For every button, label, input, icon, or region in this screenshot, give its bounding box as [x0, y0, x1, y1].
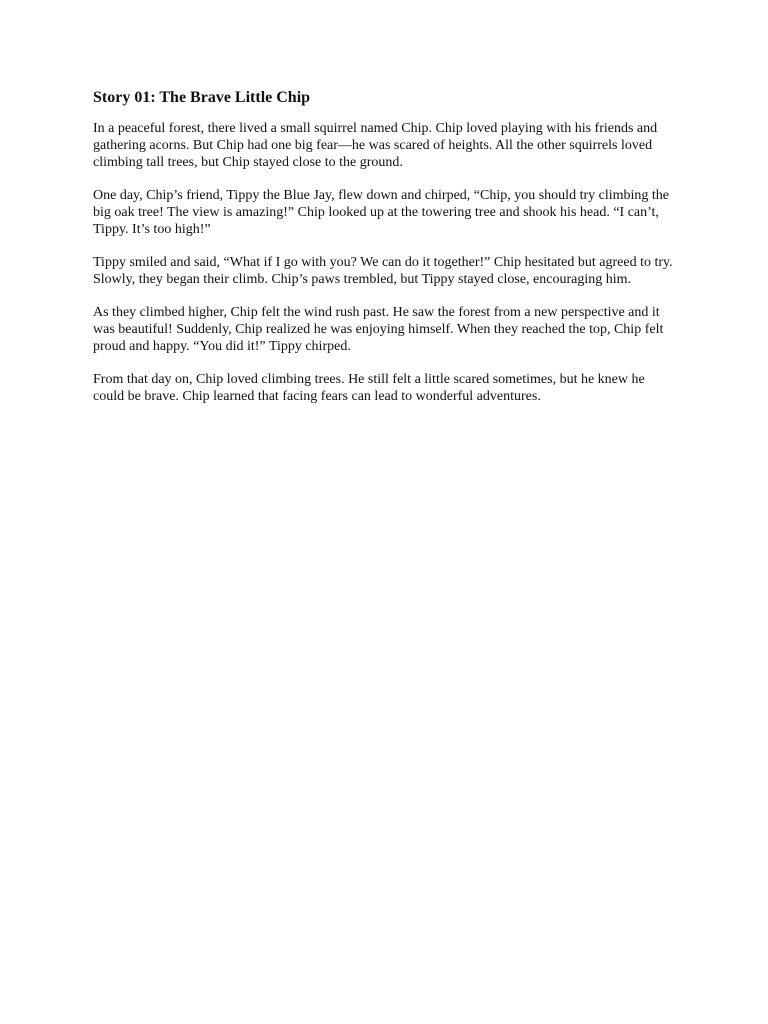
story-title: Story 01: The Brave Little Chip	[93, 89, 311, 106]
story-paragraph-5: From that day on, Chip loved climbing trees. He still felt a little scared sometimes, but he knew he could be brave. Chip learned that facing fears can lead to wonderful adventures.	[93, 372, 645, 404]
story-paragraph-2: One day, Chip’s friend, Tippy the Blue Jay, flew down and chirped, “Chip, you should try climbing the big oak tree! The view is amazing!” Chip looked up at the towering tree and shook his head. “I can’t, Tippy. It’s too high!”	[93, 188, 670, 237]
story-content	[93, 88, 675, 421]
story-paragraph-4: As they climbed higher, Chip felt the wind rush past. He saw the forest from a new perspective and it was beautiful! Suddenly, Chip realized he was enjoying himself. When they reached the top, Chip felt proud and happy. “You did it!” Tippy chirped.	[93, 305, 664, 354]
story-paragraph-1: In a peaceful forest, there lived a small squirrel named Chip. Chip loved playing with his friends and gathering acorns. But Chip had one big fear—he was scared of heights. All the other squirrels loved climbing tall trees, but Chip stayed close to the ground.	[93, 121, 658, 170]
story-paragraph-3: Tippy smiled and said, “What if I go with you? We can do it together!” Chip hesitated but agreed to try. Slowly, they began their climb. Chip’s paws trembled, but Tippy stayed close, encouraging him.	[93, 255, 673, 287]
